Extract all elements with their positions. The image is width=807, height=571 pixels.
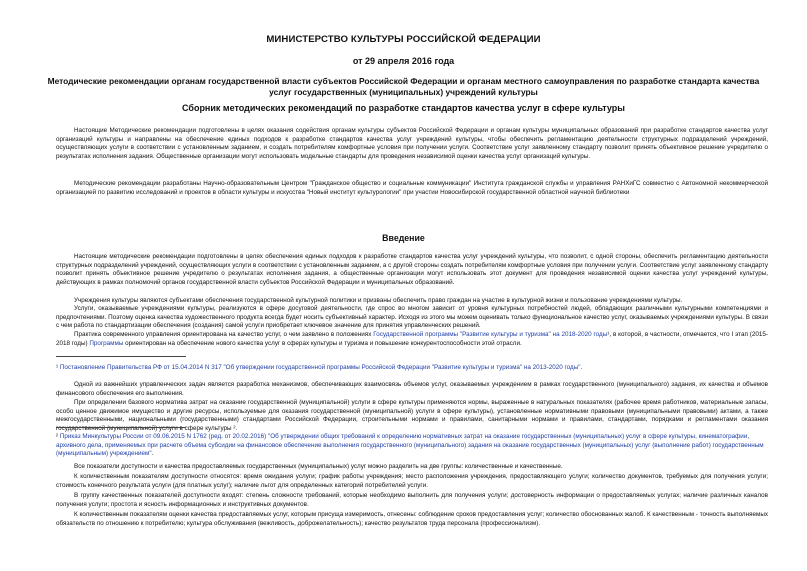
footnote-divider-2 xyxy=(56,427,186,428)
footnote-1-mark: ¹ xyxy=(56,364,59,371)
intro-section-paragraph-3: Услуги, оказываемые учреждениями культуры, реализуются в сфере досуговой деятельности, где спрос во многом зависит от уровня культурных потребностей людей, обладающих различными культурными компетенциями и предпочтениями. Поэтому оценка качества художественного продукта всегда будет носить субъективный характер. Исходя из этого мы можем оценивать только функциональное качество услуг, оказываемых учреждениями культуры. В связи с чем работа по стандартизации обеспечения (создания) самой услуги приобретает ключевое значение для принятия управленческих решений. xyxy=(56,305,768,330)
body-paragraph-4: К количественным показателям доступности относятся: время ожидания услуги; график работы учреждения; место расположения учреждения, предоставляющего услуги; количество документов, требуемых для получения услуги; стоимость конечного результата услуги (для платных услуг); наличие льгот для определенных категорий потребителей услуги. xyxy=(56,473,768,489)
body-paragraph-1: Одной из важнейших управленческих задач является разработка механизмов, обеспечивающих взаимосвязь объемов услуг, оказываемых учреждением в рамках государственного (муниципального) задания, их качества и объемов финансового обеспечения его выполнения. xyxy=(56,381,768,397)
footnote-2 xyxy=(56,433,768,459)
document-date: от 29 апреля 2016 года xyxy=(352,56,455,66)
body-paragraph-5: В группу качественных показателей доступности входят: степень сложности требований, которые необходимо выполнить для получения услуги; достоверность информации о предоставляемых услугах; наличие различных каналов получения услуги; простота и ясность информационных и инструктивных документов. xyxy=(56,492,768,508)
body-paragraph-6: К количественным показателям оценки качества предоставляемых услуг, которым присуща измеримость, отнесены: соблюдение сроков предоставления услуг; количество обоснованных жалоб. К качественным - точность выполняемых обязательств по отношению к потребителю; культура обслуживания (вежливость, доброжелательность); качество результатов труда персонала (профессионализм). xyxy=(56,511,768,527)
intro-paragraph-2: Методические рекомендации разработаны Научно-образовательным Центром "Гражданское общество и социальные коммуникации" Института гражданской службы и управления РАНХиГС совместно с Автономной некоммерческой организацией по развитию исследований и проектов в области культуры и искусства "Новый институт культурологии" при участии Новосибирской государственной областной научной библиотеки xyxy=(56,180,768,196)
section-heading-introduction: Введение xyxy=(382,233,425,243)
footnote-2-link[interactable]: Приказ Минкультуры России от 09.06.2015 N 1762 (ред. от 20.02.2016) "Об утверждении общих требований к определению нормативных затрат на оказание государственных (муниципальных) услуг в сфере культуры, кинематографии, архивного дела, применяемых при расчете объема субсидии на финансовое обеспечение выполнения государственного (муниципального) задания на оказание государственных (муниципальных) услуг (выполнение работ) государственным (муниципальным) учреждением" xyxy=(56,433,764,458)
intro-section-paragraph-4 xyxy=(56,331,768,348)
ministry-heading: МИНИСТЕРСТВО КУЛЬТУРЫ РОССИЙСКОЙ ФЕДЕРАЦИИ xyxy=(266,34,541,45)
footnote-1-link[interactable]: Постановление Правительства РФ от 15.04.2014 N 317 "Об утверждении государственной программы Российской Федерации "Развитие культуры и туризма" на 2013-2020 годы" xyxy=(59,364,581,371)
footnote-1 xyxy=(56,364,768,373)
intro-paragraph-1: Настоящие Методические рекомендации подготовлены в целях оказания содействия органам культуры субъектов Российской Федерации и органам культуры муниципальных образований при разработке стандартов качества услуг организаций культуры и направлены на обеспечение единых подходов к разработке стандартов качества услуг учреждений культуры, чтобы обеспечить регламентацию деятельности структурных подразделений учреждений, осуществляющих услуги в соответствии с установленным заданием, и создать потребителям комфортные условия при получении услуги. Соответствие услуг заявленному стандарту позволит принять объективное решение учредителю о результатах исполнения задания. Общественные организации могут использовать модельные стандарты для проведения независимой оценки качества услуг организаций культуры. xyxy=(56,127,768,160)
document-title: Методические рекомендации органам государственной власти субъектов Российской Федерации и органам местного самоуправления по разработке стандарта качества услуг государственных (муниципальных) учреждений культуры xyxy=(47,76,760,97)
body-paragraph-2: При определении базового норматива затрат на оказание государственной (муниципальной) услуги в сфере культуры применяются нормы, выраженные в натуральных показателях (рабочее время работников, материальные запасы, особо ценное движимое имущество и другие ресурсы, используемые для оказания государственной (муниципальной) услуги в сфере культуры), установленные нормативными правовыми (муниципальными правовыми) актами, а также межгосударственными, национальными (государственными) стандартами Российской Федерации, строительными нормами и правилами, санитарными нормами и правилами, стандартами, порядками и регламентами оказания государственной (муниципальной) услуги в сфере культуры ². xyxy=(56,399,768,432)
program-link[interactable]: Программы xyxy=(89,339,124,347)
intro-section-paragraph-2: Учреждения культуры являются субъектами обеспечения государственной культурной политики и призваны обеспечить право граждан на участие в культурной жизни и пользование учреждениями культуры. xyxy=(74,297,683,304)
intro-section-paragraph-1: Настоящие методические рекомендации подготовлены в целях обеспечения единых подходов к разработке стандартов качества услуг учреждений культуры, что позволит, с одной стороны, обеспечить регламентацию деятельности структурных подразделений учреждений, осуществляющих услуги в соответствии с установленным заданием, а с другой стороны создать потребителям комфортные условия при получении услуги. Соответствие услуг заявленному стандарту позволит принять объективное решение учредителю о результатах исполнения задания, а общественные организации могут использовать этот документ для проведения независимой оценки качества услуг учреждений культуры, действующих в рамках полномочий органов государственной власти субъектов Российской Федерации и муниципальных образований. xyxy=(56,253,768,286)
footnote-2-mark: ² xyxy=(56,433,59,440)
footnote-2-tail: . xyxy=(151,450,154,458)
footnote-divider-1 xyxy=(56,356,186,357)
state-program-link[interactable]: Государственной программы "Развитие культуры и туризма" на 2018-2020 годы xyxy=(373,331,608,338)
body-paragraph-3: Все показатели доступности и качества предоставляемых государственных (муниципальных) услуг можно разделить на две группы: количественные и качественные. xyxy=(74,463,563,470)
p4-text-end: ориентирован на обеспечение нового качества услуг в сферах культуры и туризма и повышение конкурентоспособности этой отрасли. xyxy=(123,339,522,347)
document-subtitle: Сборник методических рекомендаций по разработке стандартов качества услуг в сфере культуры xyxy=(182,103,625,113)
p4-text-after: ¹, в которой, в частности, отмечается, что I этап (2015-2018 годы) xyxy=(56,331,768,347)
footnote-1-tail: . xyxy=(580,364,583,371)
p4-text-before: Практика современного управления ориентирована на качество услуг, о чем заявлено в положениях xyxy=(74,331,374,338)
